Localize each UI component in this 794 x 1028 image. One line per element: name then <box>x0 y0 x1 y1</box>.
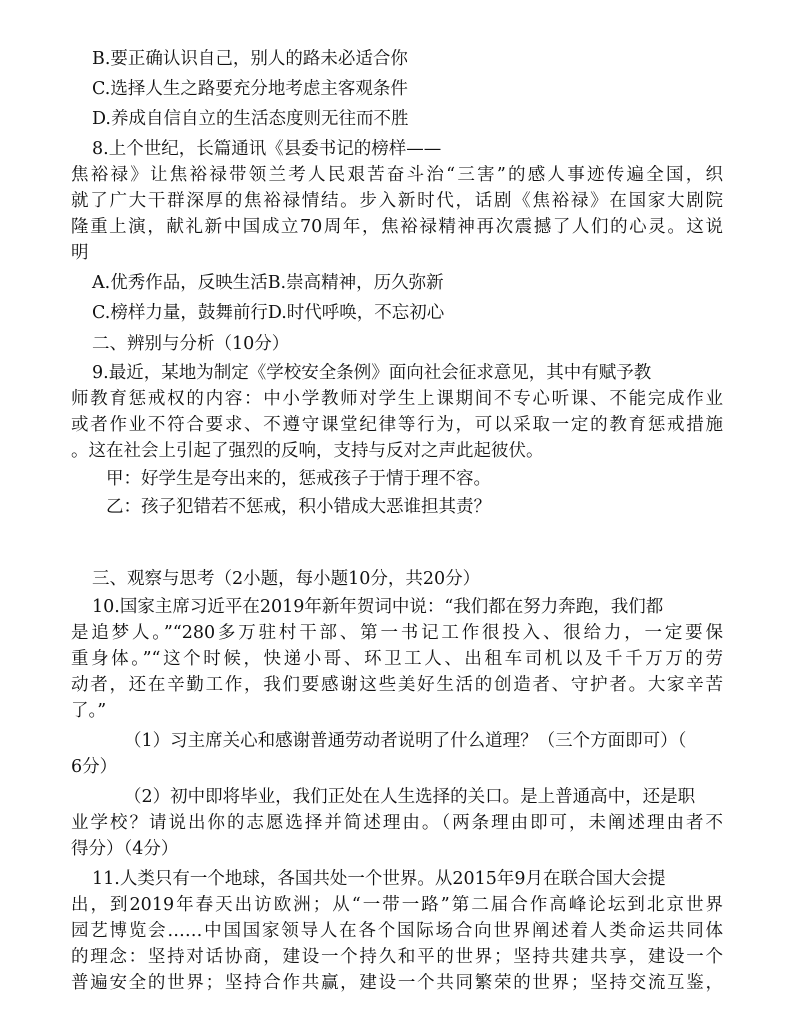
q8-stem-line: 焦裕禄》让焦裕禄带领兰考人民艰苦奋斗治“三害”的感人事迹传遍全国，织 <box>71 165 723 185</box>
q10-stem-line: 是追梦人。”“280多万驻村干部、第一书记工作很投入、很给力，一定要保 <box>71 623 723 643</box>
q9-stem-line: 或者作业不符合要求、不遵守课堂纪律等行为，可以采取一定的教育惩戒措施 <box>71 415 723 435</box>
q9-viewpoint-jia: 甲：好学生是夸出来的，惩戒孩子于情于理不容。 <box>106 469 491 489</box>
q11-stem-line: 园艺博览会……中国国家领导人在各个国际场合向世界阐述着人类命运共同体 <box>71 921 723 941</box>
q11-stem-line: 11.人类只有一个地球，各国共处一个世界。从2015年9月在联合国大会提 <box>92 869 666 889</box>
q11-stem-line: 普遍安全的世界；坚持合作共赢，建设一个共同繁荣的世界；坚持交流互鉴， <box>71 973 723 993</box>
section-heading: 三、观察与思考（2小题，每小题10分，共20分） <box>92 569 481 589</box>
q7-option-d: D.养成自信自立的生活态度则无往而不胜 <box>92 109 409 129</box>
q10-subquestion-2: 业学校？请说出你的志愿选择并简述理由。（两条理由即可，未阐述理由者不 <box>71 813 723 833</box>
q11-stem-line: 的理念：坚持对话协商，建设一个持久和平的世界；坚持共建共享，建设一个 <box>71 947 723 967</box>
q10-stem-line: 重身体。”“这个时候，快递小哥、环卫工人、出租车司机以及千千万万的劳 <box>71 649 723 669</box>
q10-stem-line: 了。” <box>71 701 107 721</box>
q8-stem-line: 明 <box>71 243 89 263</box>
q8-stem-line: 隆重上演，献礼新中国成立70周年，焦裕禄精神再次震撼了人们的心灵。这说 <box>71 217 723 237</box>
q7-option-b: B.要正确认识自己，别人的路未必适合你 <box>92 49 408 69</box>
q8-options-ab: A.优秀作品，反映生活B.崇高精神，历久弥新 <box>92 273 444 293</box>
q9-stem-line: 。这在社会上引起了强烈的反响，支持与反对之声此起彼伏。 <box>71 441 544 461</box>
q10-stem-line: 动者，还在辛勤工作，我们要感谢这些美好生活的创造者、守护者。大家辛苦 <box>71 675 723 695</box>
q10-subquestion-2: （2）初中即将毕业，我们正处在人生选择的关口。是上普通高中，还是职 <box>124 787 696 807</box>
q10-stem-line: 10.国家主席习近平在2019年新年贺词中说：“我们都在努力奔跑，我们都 <box>92 597 664 617</box>
q10-subquestion-1: （1）习主席关心和感谢普通劳动者说明了什么道理？（三个方面即可）（ <box>124 731 687 751</box>
q8-stem-line: 8.上个世纪，长篇通讯《县委书记的榜样—— <box>92 139 442 159</box>
q8-options-cd: C.榜样力量，鼓舞前行D.时代呼唤，不忘初心 <box>92 303 445 323</box>
q10-subquestion-1: 6分） <box>71 757 118 777</box>
section-heading: 二、辨别与分析（10分） <box>92 334 290 354</box>
q8-stem-line: 就了广大干群深厚的焦裕禄情结。步入新时代，话剧《焦裕禄》在国家大剧院 <box>71 191 723 211</box>
q11-stem-line: 出，到2019年春天出访欧洲；从“一带一路”第二届合作高峰论坛到北京世界 <box>71 895 723 915</box>
q9-stem-line: 师教育惩戒权的内容：中小学教师对学生上课期间不专心听课、不能完成作业 <box>71 389 723 409</box>
q7-option-c: C.选择人生之路要充分地考虑主客观条件 <box>92 79 408 99</box>
q10-subquestion-2: 得分）（4分） <box>71 839 179 859</box>
q9-stem-line: 9.最近，某地为制定《学校安全条例》面向社会征求意见，其中有赋予教 <box>92 363 652 383</box>
q9-viewpoint-yi: 乙：孩子犯错若不惩戒，积小错成大恶谁担其责？ <box>106 497 491 517</box>
